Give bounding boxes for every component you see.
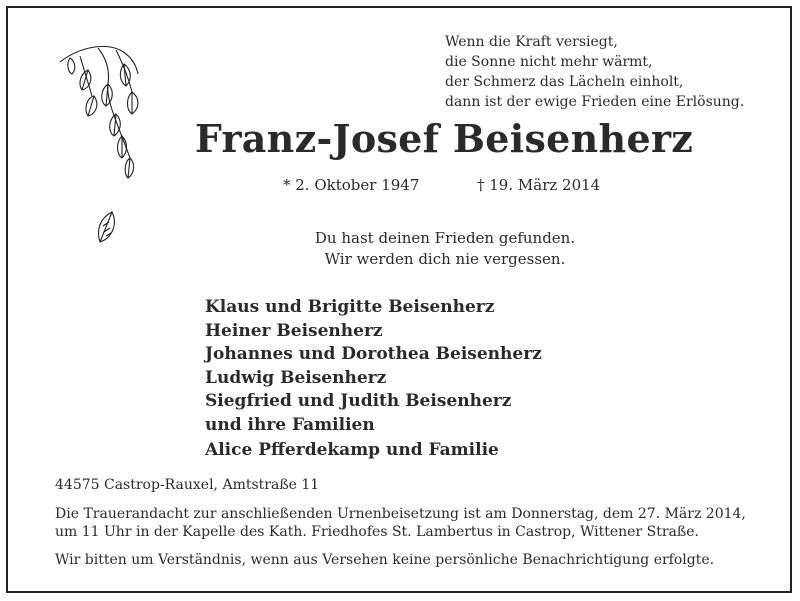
mourner-line: Ludwig Beisenherz bbox=[205, 367, 387, 388]
mourners-list bbox=[205, 296, 542, 437]
poem-line: der Schmerz das Lächeln einholt, bbox=[445, 74, 684, 90]
service-line: um 11 Uhr in der Kapelle des Kath. Friedhofes St. Lambertus in Castrop, Wittener Straße. bbox=[55, 524, 699, 540]
deceased-name: Franz-Josef Beisenherz bbox=[194, 116, 694, 161]
mourner-line: Klaus und Brigitte Beisenherz bbox=[205, 297, 495, 317]
birth-date: * 2. Oktober 1947 bbox=[283, 176, 420, 194]
service-information bbox=[55, 505, 746, 541]
notification-notice: Wir bitten um Verständnis, wenn aus Versehen keine persönliche Benachrichtigung erfolgte. bbox=[55, 552, 715, 568]
service-line: Die Trauerandacht zur anschließenden Urnenbeisetzung ist am Donnerstag, dem 27. März 2014, bbox=[55, 506, 746, 522]
mourner-line: und ihre Familien bbox=[205, 414, 375, 435]
poem-line: Wenn die Kraft versiegt, bbox=[445, 34, 618, 50]
poem-line: dann ist der ewige Frieden eine Erlösung. bbox=[445, 94, 745, 110]
quote-line: Wir werden dich nie vergessen. bbox=[324, 250, 566, 268]
family-address: 44575 Castrop-Rauxel, Amtstraße 11 bbox=[55, 477, 320, 493]
mourner-line: Siegfried und Judith Beisenherz bbox=[205, 391, 512, 411]
poem bbox=[445, 32, 744, 112]
poem-line: die Sonne nicht mehr wärmt, bbox=[445, 54, 653, 70]
death-date: † 19. März 2014 bbox=[477, 176, 601, 194]
mourner-line: Heiner Beisenherz bbox=[205, 320, 383, 341]
quote-line: Du hast deinen Frieden gefunden. bbox=[314, 229, 576, 247]
mourner-line: Johannes und Dorothea Beisenherz bbox=[205, 344, 542, 364]
additional-mourner: Alice Pfferdekamp und Familie bbox=[205, 440, 499, 460]
farewell-quote bbox=[0, 228, 800, 270]
